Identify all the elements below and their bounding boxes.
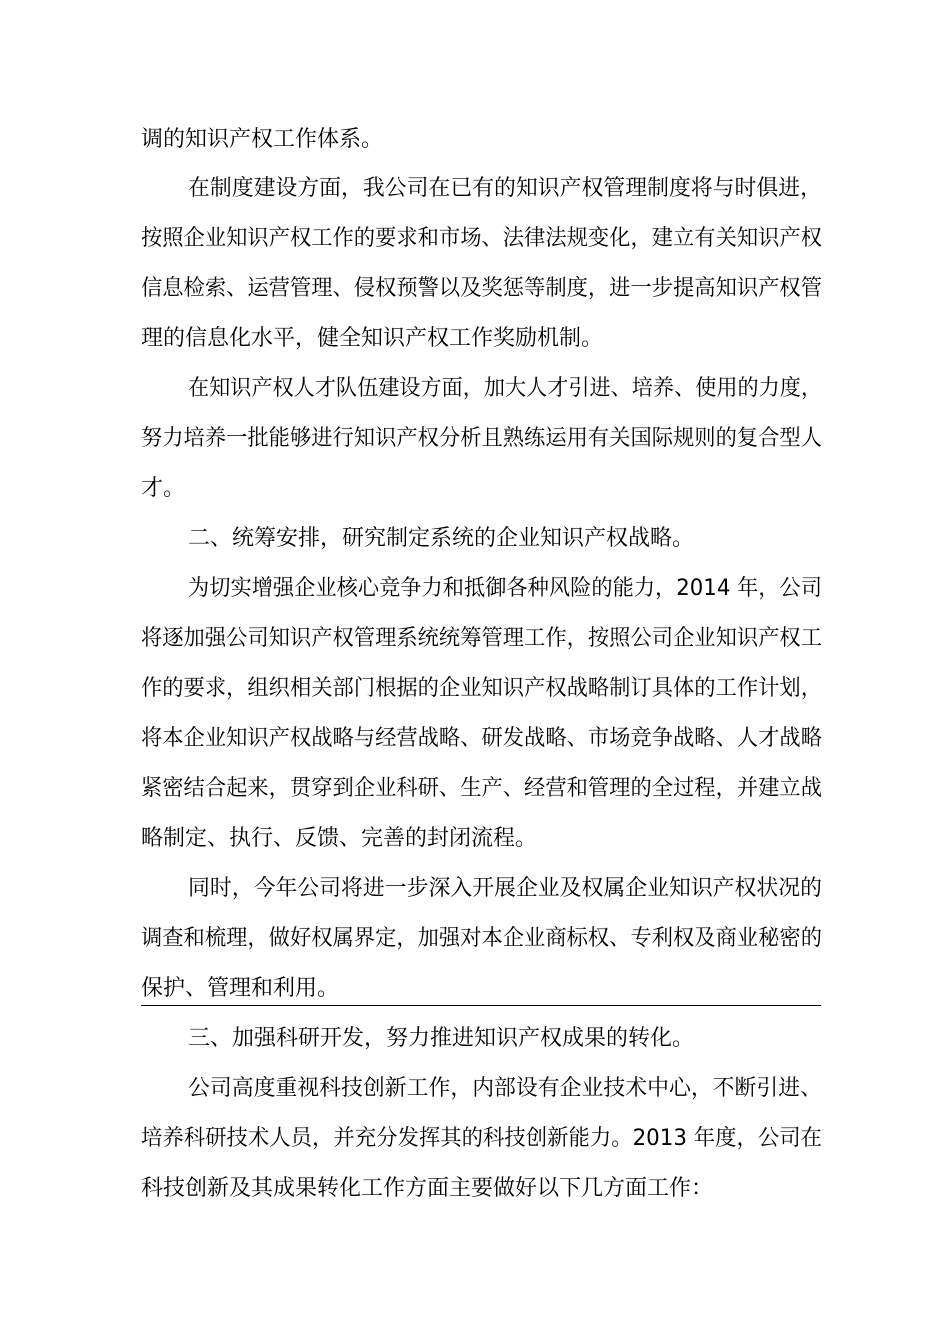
text-line: 调查和梳理，做好权属界定，加强对本企业商标权、专利权及商业秘密的 bbox=[141, 926, 822, 951]
text-line: 将本企业知识产权战略与经营战略、研发战略、市场竞争战略、人才战略 bbox=[141, 726, 822, 751]
text-line: 将逐加强公司知识产权管理系统统筹管理工作，按照公司企业知识产权工 bbox=[141, 626, 822, 651]
text-line: 保护、管理和利用。 bbox=[141, 976, 340, 1001]
paragraph-first-line: 公司高度重视科技创新工作，内部设有企业技术中心，不断引进、 bbox=[188, 1076, 822, 1101]
horizontal-divider bbox=[141, 1005, 821, 1006]
section-heading: 二、统筹安排，研究制定系统的企业知识产权战略。 bbox=[188, 526, 695, 551]
text-line: 紧密结合起来，贯穿到企业科研、生产、经营和管理的全过程，并建立战 bbox=[141, 776, 822, 801]
paragraph-first-line: 在制度建设方面，我公司在已有的知识产权管理制度将与时俱进， bbox=[188, 176, 822, 201]
text-line: 培养科研技术人员，并充分发挥其的科技创新能力。2013 年度，公司在 bbox=[141, 1126, 823, 1151]
section-heading: 三、加强科研开发，努力推进知识产权成果的转化。 bbox=[188, 1026, 695, 1051]
paragraph-first-line: 为切实增强企业核心竞争力和抵御各种风险的能力，2014 年，公司 bbox=[188, 576, 822, 601]
text-line: 调的知识产权工作体系。 bbox=[141, 127, 384, 152]
text-line: 科技创新及其成果转化工作方面主要做好以下几方面工作： bbox=[141, 1176, 714, 1201]
text-line: 信息检索、运营管理、侵权预警以及奖惩等制度，进一步提高知识产权管 bbox=[141, 276, 822, 301]
text-line: 略制定、执行、反馈、完善的封闭流程。 bbox=[141, 826, 538, 851]
text-line: 理的信息化水平，健全知识产权工作奖励机制。 bbox=[141, 326, 604, 351]
text-line: 才。 bbox=[141, 476, 186, 501]
paragraph-first-line: 同时，今年公司将进一步深入开展企业及权属企业知识产权状况的 bbox=[188, 876, 822, 901]
paragraph-first-line: 在知识产权人才队伍建设方面，加大人才引进、培养、使用的力度， bbox=[188, 376, 823, 401]
text-line: 作的要求，组织相关部门根据的企业知识产权战略制订具体的工作计划， bbox=[141, 676, 822, 701]
text-line: 努力培养一批能够进行知识产权分析且熟练运用有关国际规则的复合型人 bbox=[141, 426, 822, 451]
text-line: 按照企业知识产权工作的要求和市场、法律法规变化，建立有关知识产权 bbox=[141, 226, 822, 251]
